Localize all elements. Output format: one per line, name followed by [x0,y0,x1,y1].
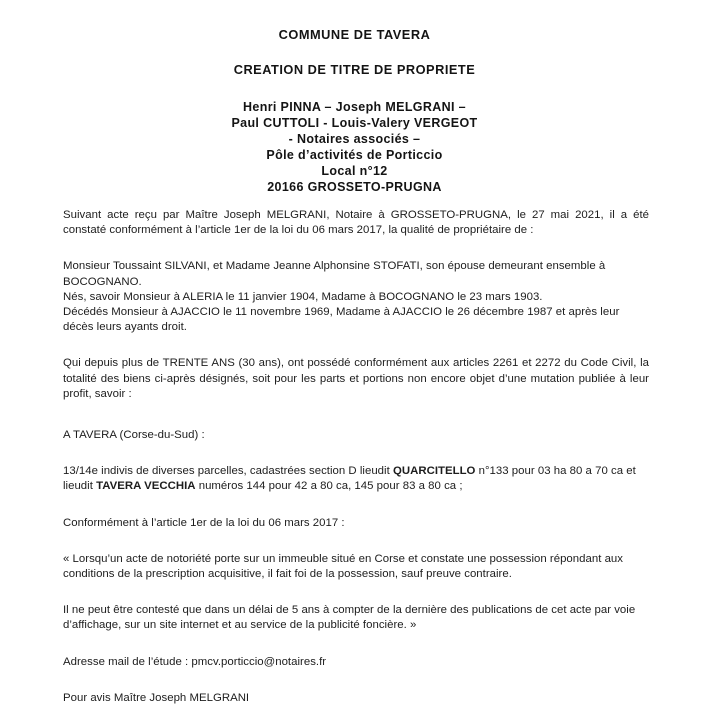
paragraph-act-received: Suivant acte reçu par Maître Joseph MELGRANI, Notaire à GROSSETO-PRUGNA, le 27 mai 2021, il a été constaté conformément à l’article 1er de la loi du 06 mars 2017, la qualité de propriétaire de : [63,209,649,237]
paragraph-signature: Pour avis Maître Joseph MELGRANI [63,691,250,704]
notary-names-line-2: Paul CUTTOLI - Louis-Valery VERGEOT [231,115,478,130]
heading-commune: COMMUNE DE TAVERA [278,27,431,42]
parcel-place-tavera-vecchia: TAVERA VECCHIA [96,480,196,493]
paragraph-owners [63,259,649,335]
notary-role-line: - Notaires associés – [288,131,421,146]
heading-location: A TAVERA (Corse-du-Sud) : [63,429,205,442]
paragraph-quote: « Lorsqu’un acte de notoriété porte sur un immeuble situé en Corse et constate une possession répondant aux conditions de la prescription acquisitive, il fait foi de la possession, sauf preuve contraire. [63,552,623,581]
parcel-place-quarcitello: QUARCITELLO [392,465,476,478]
owners-residence-line: Monsieur Toussaint SILVANI, et Madame Jeanne Alphonsine STOFATI, son épouse demeurant ensemble à BOCOGNANO. [63,260,606,288]
notary-address-line-3: 20166 GROSSETO-PRUGNA [267,179,442,194]
paragraph-possession: Qui depuis plus de TRENTE ANS (30 ans), ont possédé conformément aux articles 2261 et 2272 du Code Civil, la totalité des biens ci-après désignés, soit pour les parts et portions non encore objet d’une mutation publiée à leur profit, savoir : [63,357,649,400]
parcels-text-segment-3: numéros 144 pour 42 a 80 ca, 145 pour 83 a 80 ca ; [195,480,463,493]
paragraph-law-reference: Conformément à l’article 1er de la loi du 06 mars 2017 : [63,516,345,529]
notary-names-line-1: Henri PINNA – Joseph MELGRANI – [243,99,466,114]
owners-birth-line: Nés, savoir Monsieur à ALERIA le 11 janvier 1904, Madame à BOCOGNANO le 23 mars 1903. [63,290,543,303]
notary-address-line-1: Pôle d’activités de Porticcio [266,147,443,162]
parcels-text-segment-2: n°133 pour 03 ha 80 a 70 ca et lieudit [63,465,636,493]
paragraph-contest-period: Il ne peut être contesté que dans un délai de 5 ans à compter de la dernière des publications de cet acte par voie d’affichage, sur un site internet et au service de la publicité foncière. » [63,604,636,632]
paragraph-email: Adresse mail de l’étude : pmcv.porticcio@notaires.fr [63,655,327,668]
paragraph-parcels [63,464,649,494]
notary-address-line-2: Local n°12 [321,163,388,178]
document-header [0,0,709,194]
parcels-text-segment-1: 13/14e indivis de diverses parcelles, cadastrées section D lieudit [63,465,393,478]
owners-death-line: Décédés Monsieur à AJACCIO le 11 novembre 1969, Madame à AJACCIO le 26 décembre 1987 et après leur décès leurs ayants droit. [63,306,620,334]
document-body [63,208,649,706]
heading-act-title: CREATION DE TITRE DE PROPRIETE [233,62,476,78]
